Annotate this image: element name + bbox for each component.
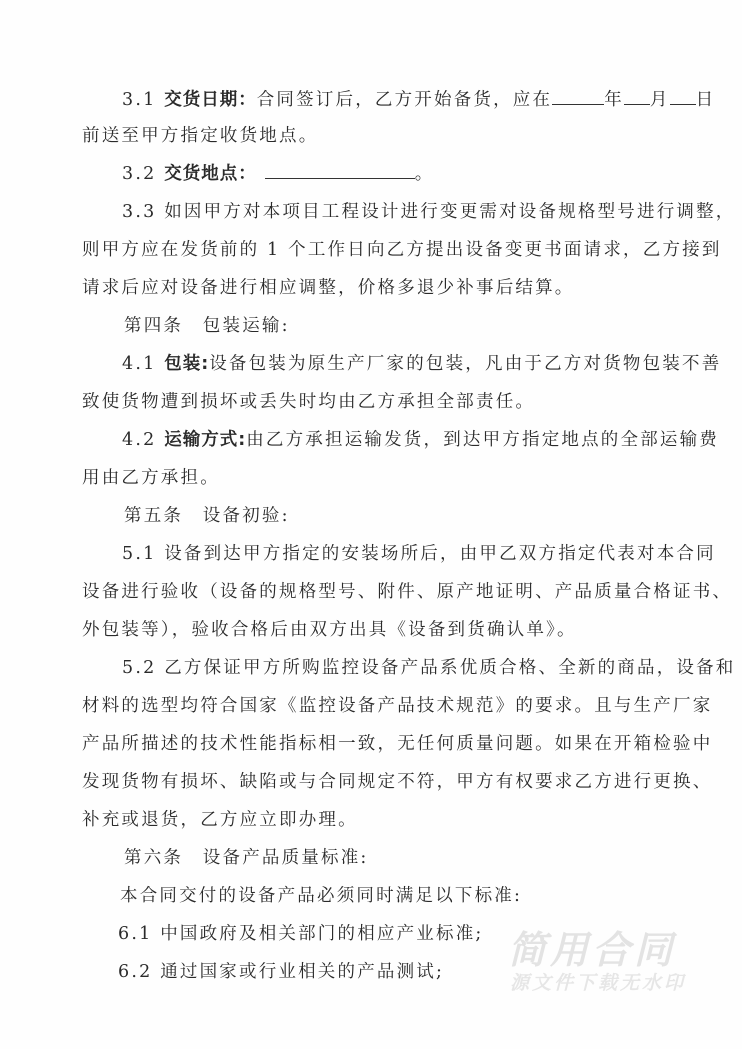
clause-3-2	[122, 162, 434, 186]
clause-label: 交货日期：	[164, 90, 257, 110]
watermark-subtitle: 源文件下载无水印	[510, 972, 687, 994]
month-label: 月	[649, 90, 670, 110]
article-4-heading: 第四条 包装运输:	[124, 316, 290, 336]
clause-5-2-line1: 5.2 乙方保证甲方所购监控设备产品系优质合格、全新的商品，设备和	[122, 658, 736, 678]
watermark-title: 简用合同	[508, 928, 677, 972]
clause-3-3-line2: 则甲方应在发货前的 1 个工作日向乙方提出设备变更书面请求，乙方接到	[82, 240, 722, 260]
day-blank	[670, 90, 696, 105]
clause-5-2-line3: 产品所描述的技术性能指标相一致，无任何质量问题。如果在开箱检验中	[82, 734, 713, 754]
clause-label: 运输方式:	[164, 430, 247, 450]
clause-4-2	[122, 428, 719, 452]
year-label: 年	[604, 90, 624, 110]
clause-6-2: 6.2 通过国家或行业相关的产品测试;	[118, 962, 445, 982]
period: 。	[414, 164, 435, 184]
clause-5-1-line2: 设备进行验收（设备的规格型号、附件、原产地证明、产品质量合格证书、	[82, 582, 733, 602]
article-6-heading: 第六条 设备产品质量标准:	[124, 848, 369, 868]
clause-text: 设备包装为原生产厂家的包装，凡由于乙方对货物包装不善	[209, 354, 722, 374]
clause-3-1-cont: 前送至甲方指定收货地点。	[82, 126, 319, 146]
clause-number: 4.2	[122, 430, 165, 450]
article-6-intro: 本合同交付的设备产品必须同时满足以下标准:	[120, 886, 523, 906]
year-blank	[552, 90, 604, 105]
location-blank	[265, 164, 415, 179]
clause-5-2-line4: 发现货物有损坏、缺陷或与合同规定不符，甲方有权要求乙方进行更换、	[82, 772, 713, 792]
clause-5-1-line3: 外包装等），验收合格后由双方出具《设备到货确认单》。	[82, 620, 577, 640]
clause-3-1	[122, 88, 715, 112]
day-label: 日	[695, 90, 716, 110]
clause-label: 交货地点：	[164, 164, 257, 184]
clause-4-2-cont: 用由乙方承担。	[82, 468, 220, 488]
clause-5-2-line2: 材料的选型均符合国家《监控设备产品技术规范》的要求。且与生产厂家	[82, 696, 713, 716]
clause-text: 由乙方承担运输发货，到达甲方指定地点的全部运输费	[246, 430, 720, 450]
clause-4-1-cont: 致使货物遭到损坏或丢失时均由乙方承担全部责任。	[82, 392, 536, 412]
clause-6-1: 6.1 中国政府及相关部门的相应产业标准;	[118, 924, 484, 944]
clause-3-3-line1: 3.3 如因甲方对本项目工程设计进行变更需对设备规格型号进行调整，	[122, 202, 736, 222]
clause-text: 合同签订后，乙方开始备货，应在	[256, 90, 553, 110]
month-blank	[624, 90, 650, 105]
clause-number: 3.1	[122, 90, 165, 110]
clause-4-1	[122, 352, 721, 376]
clause-5-2-line5: 补充或退货，乙方应立即办理。	[82, 810, 358, 830]
clause-5-1-line1: 5.1 设备到达甲方指定的安装场所后，由甲乙双方指定代表对本合同	[122, 544, 716, 564]
clause-3-3-line3: 请求后应对设备进行相应调整，价格多退少补事后结算。	[82, 278, 575, 298]
clause-number: 3.2	[122, 164, 165, 184]
article-5-heading: 第五条 设备初验:	[124, 506, 290, 526]
clause-number: 4.1	[122, 354, 165, 374]
clause-label: 包装:	[164, 354, 210, 374]
